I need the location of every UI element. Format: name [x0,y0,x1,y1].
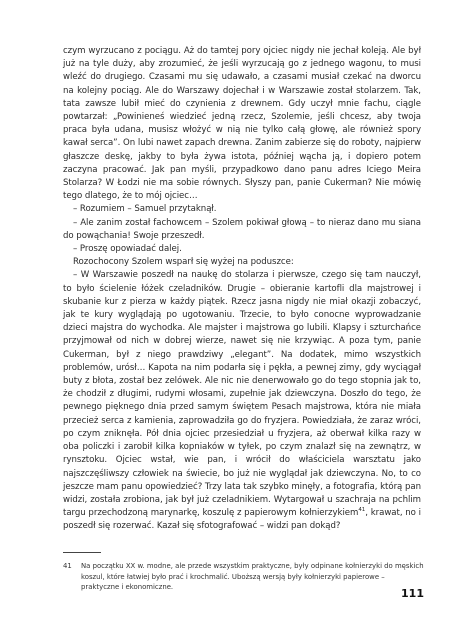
footnote-number: 41 [63,562,72,570]
paragraph-3: – Ale zanim został fachowcem – Szolem pokiwał głową – to nieraz dano mu siana do powąchania! Swoje przeszedł. [63,217,421,241]
paragraph-2: – Rozumiem – Samuel przytaknął. [73,204,217,215]
footnote [63,561,425,593]
paragraph-5: Rozochocony Szolem wsparł się wyżej na poduszce: [73,257,294,268]
paragraph-6-tail: , krawat, no i poszedł się rozerwać. Kazał się sfotografować – widzi pan dokąd? [63,508,421,532]
body-text [63,45,421,534]
paragraph-1: czym wyrzucano z pociągu. Aż do tamtej pory ojciec nigdy nie jechał koleją. Ale był już na tyle duży, aby zrozumieć, że jeśli wyrzucają go z jednego wagonu, to musi wleźć do drugiego. Czasami mu się udawało, a czasami musiał czekać na dworcu na kolejny pociąg. Ale do Warszawy dojechał i w Warszawie został stolarzem. Tak, tata zawsze lubił mieć do czynienia z drewnem. Gdy uczył mnie fachu, ciągle powtarzał: „Powinieneś wiedzieć jedną rzecz, Szolemie, jeśli chcesz, aby twoja praca była udana, musisz włożyć w nią nie tylko całą głowę, ale również spory kawał serca”. On lubi nawet zapach drewna. Zanim zabierze się do roboty, najpierw głaszcze deskę, jakby to była żywa istota, później wącha ją, i dopiero potem zaczyna pracować. Jak pan myśli, przypadkowo dano panu adres Iciego Meira Stolarza? W Łodzi nie ma sobie równych. Słyszy pan, panie Cukerman? Nie mówię tego dlatego, że to mój ojciec… [63,46,421,202]
footnote-divider [63,552,101,553]
footnote-reference: 41 [358,507,366,514]
page-number: 111 [401,587,424,600]
paragraph-6 [63,269,421,533]
paragraph-4: – Proszę opowiadać dalej. [73,244,182,255]
footnote-text: Na początku XX w. modne, ale przede wszystkim praktyczne, były odpinane kołnierzyki do męskich koszul, które łatwiej było prać i krochmalić. Uboższą wersją były kołnierzyki papierowe – praktyczne i ekonomiczne. [81,562,424,592]
paragraph-6-text: – W Warszawie poszedł na naukę do stolarza i pierwsze, czego się tam nauczył, to było ścielenie łóżek czeladników. Drugie – obieranie kartofli dla majstrowej i skubanie kur z pierza w każdy piątek. Rzecz jasna nigdy nie miał okazji zobaczyć, jak te kury wyglądają po ugotowaniu. Trzecie, to było conocne wyprowadzanie dzieci majstra do wychodka. Ale majster i majstrowa go lubili. Klapsy i szturchańce przyjmował od nich w dobrej wierze, nawet się nie krzywiąc. A poza tym, panie Cukerman, był z niego prawdziwy „elegant”. Na dodatek, mimo wszystkich problemów, urósł… Kapota na nim podarła się i pękła, a pewnej zimy, gdy wyciągał buty z błota, został bez zelówek. Ale nic nie denerwowało go do tego stopnia jak to, że chodził z długimi, rudymi włosami, zupełnie jak dziewczyna. Doszło do tego, że pewnego pięknego dnia przed samym świętem Pesach majstrowa, która nie miała przecież serca z kamienia, zaprowadziła go do fryzjera. Powiedziała, że zaraz wróci, po czym zniknęła. Pół dnia ojciec przesiedział u fryzjera, aż oberwał kilka razy w oba policzki i zarobił kilka kopniaków w tyłek, po czym znalazł się na zewnątrz, w rynsztoku. Ojciec wstał, wie pan, i wrócił do właściciela warsztatu jako najszczęśliwszy człowiek na świecie, bo już nie wyglądał jak dziewczyna. No, to co jeszcze mam panu opowiedzieć? Trzy lata tak szybko minęły, a fotografia, którą pan widzi, została zrobiona, jak był już czeladnikiem. Wytargował u szachraja na pchlim targu przechodzoną marynarkę, koszulę z papierowym kołnierzykiem [63,270,421,519]
